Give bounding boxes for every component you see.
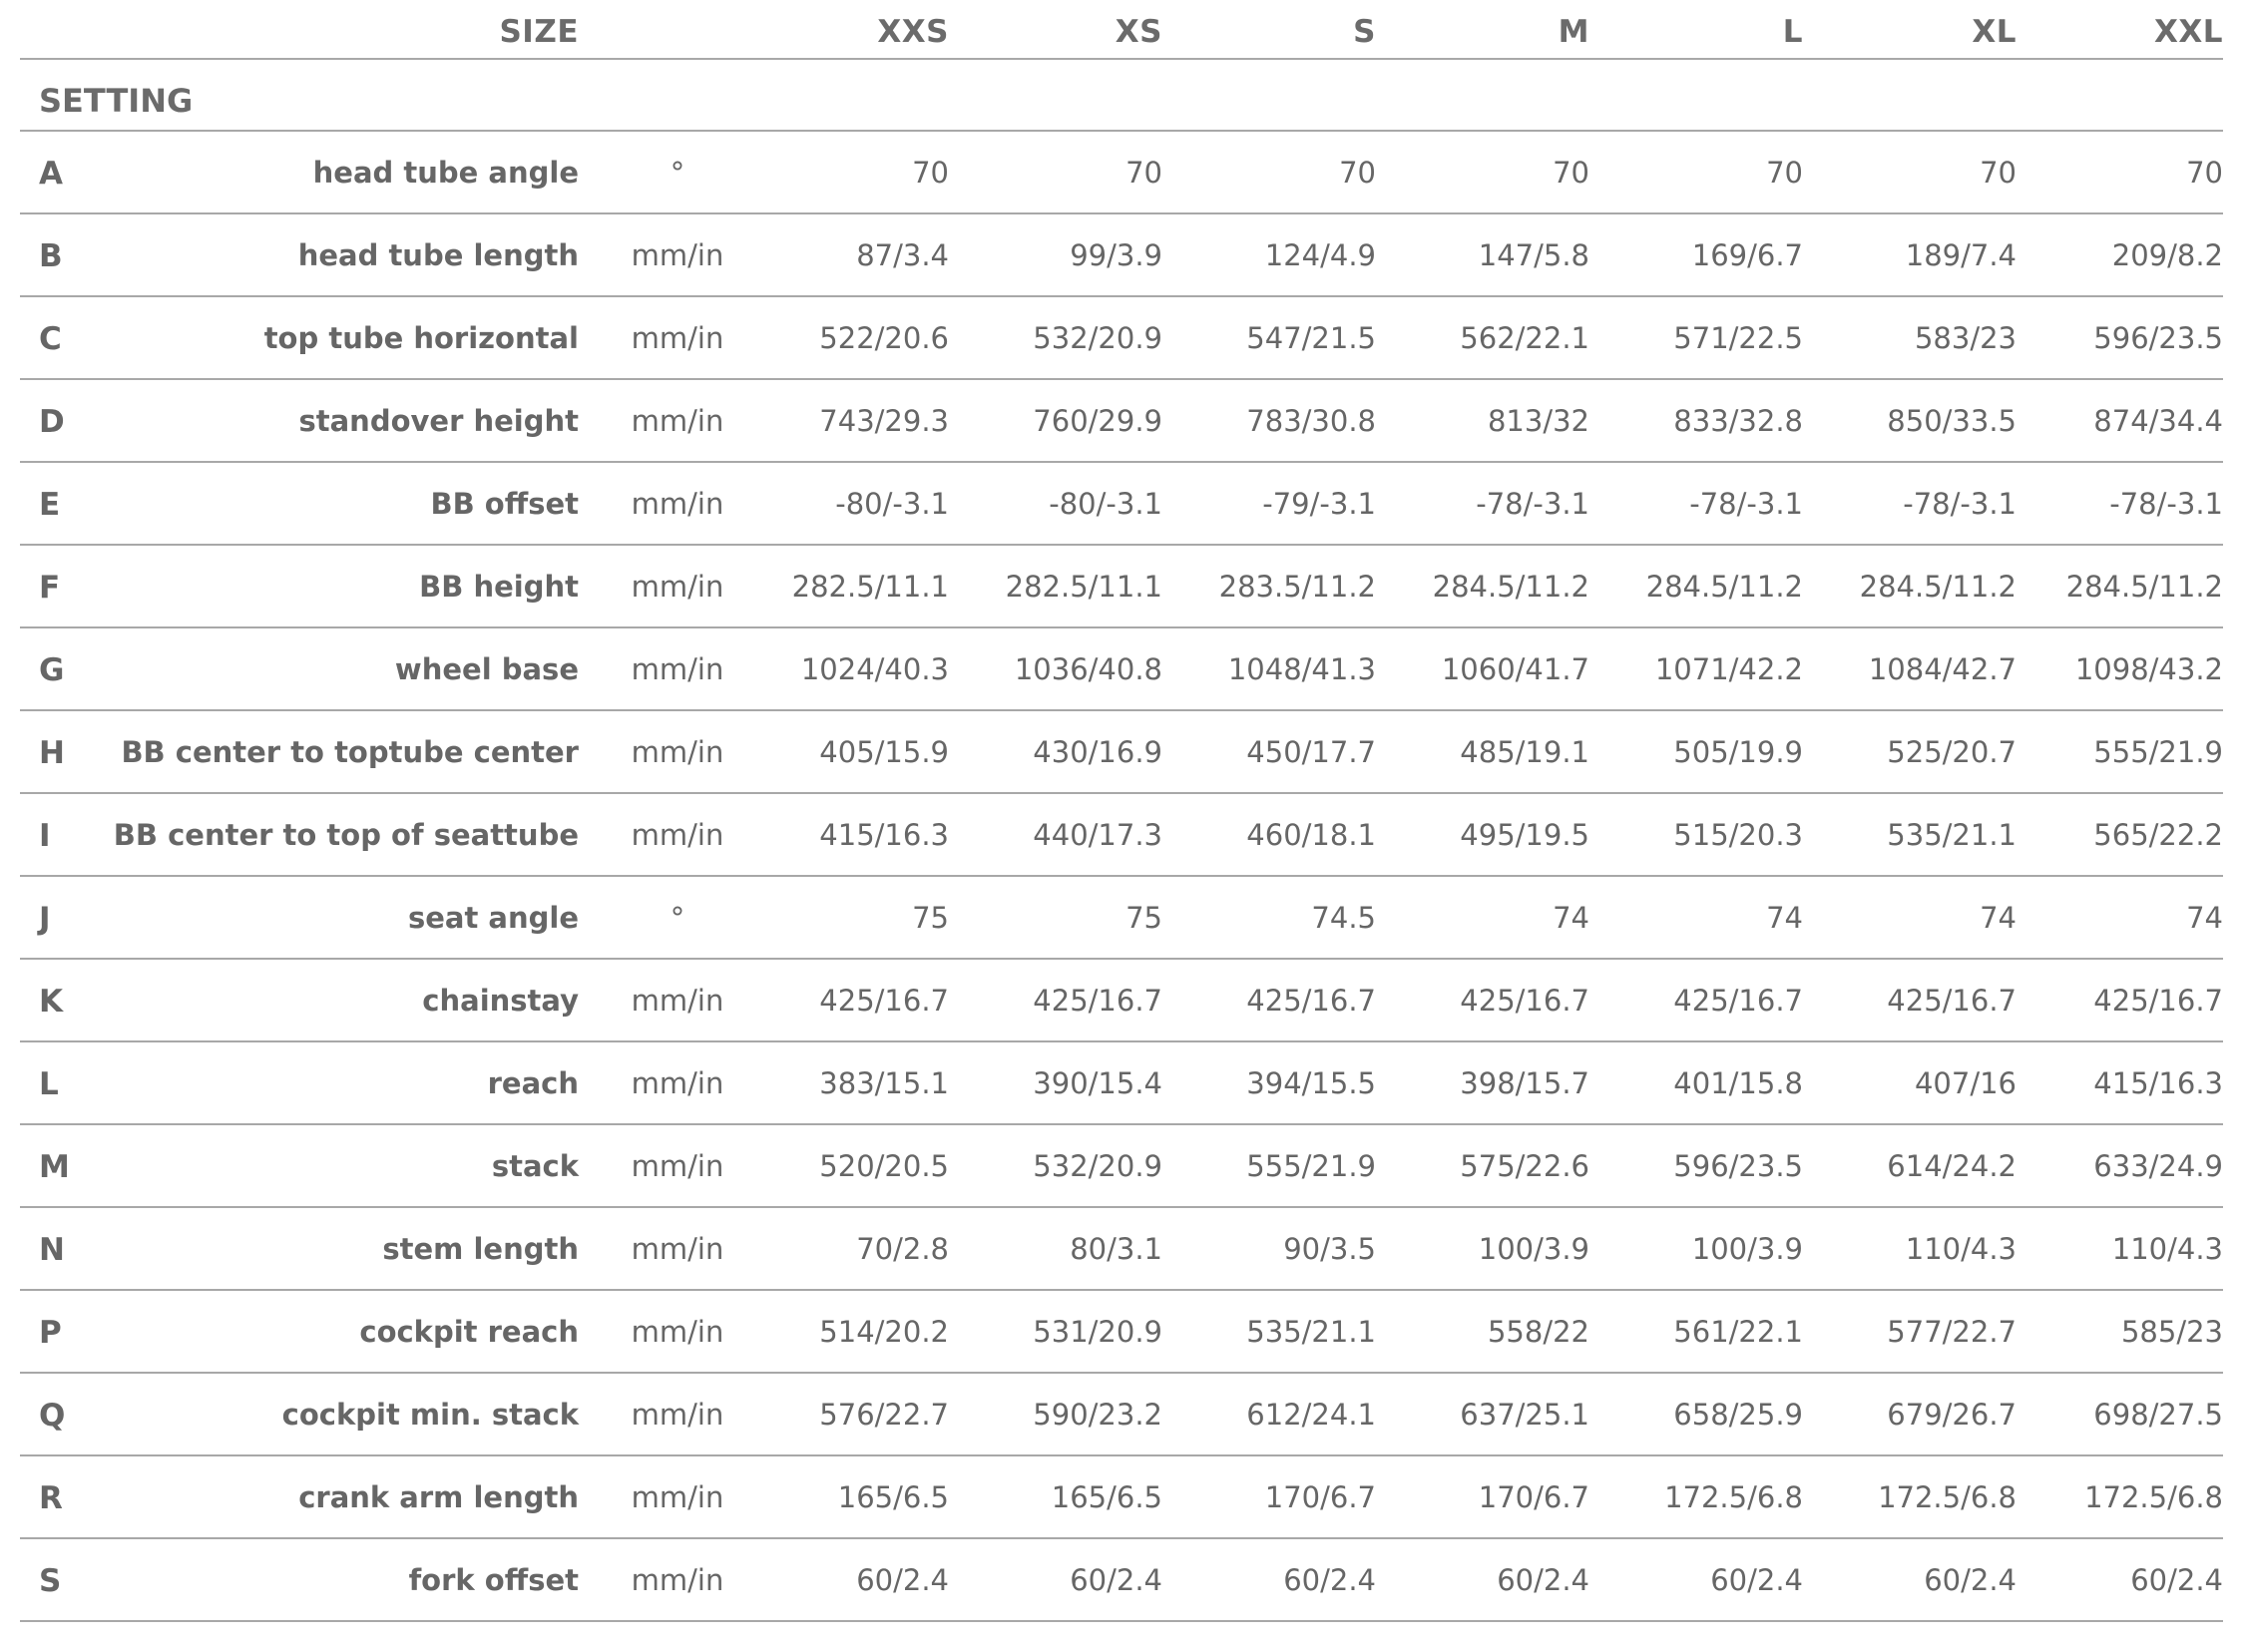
row-label: seat angle	[407, 901, 579, 935]
row-value: 100/3.9	[1478, 1232, 1589, 1266]
row-letter: B	[39, 238, 63, 274]
row-value: 405/15.9	[819, 735, 949, 769]
row-value: 70	[1766, 156, 1803, 190]
row-value: 535/21.1	[1246, 1315, 1376, 1349]
row-value: 505/19.9	[1673, 735, 1803, 769]
row-value: 100/3.9	[1691, 1232, 1803, 1266]
table-row	[20, 1456, 2223, 1539]
row-value: 90/3.5	[1283, 1232, 1376, 1266]
row-value: 1098/43.2	[2074, 652, 2223, 686]
row-value: 110/4.3	[2111, 1232, 2223, 1266]
table-row	[20, 711, 2223, 794]
table-row	[20, 1042, 2223, 1125]
row-value: 282.5/11.1	[1005, 570, 1162, 604]
row-value: 74	[1980, 901, 2017, 935]
row-letter: D	[39, 404, 65, 440]
row-value: 70	[912, 156, 949, 190]
row-value: 60/2.4	[856, 1563, 949, 1597]
row-value: 70	[1553, 156, 1589, 190]
row-value: 1048/41.3	[1227, 652, 1376, 686]
row-value: 425/16.7	[1246, 984, 1376, 1018]
row-value: 460/18.1	[1246, 818, 1376, 852]
row-value: 165/6.5	[1051, 1480, 1162, 1514]
row-value: 760/29.9	[1033, 404, 1162, 438]
row-value: 495/19.5	[1460, 818, 1589, 852]
row-value: 165/6.5	[837, 1480, 949, 1514]
row-value: 60/2.4	[1283, 1563, 1376, 1597]
row-value: 783/30.8	[1246, 404, 1376, 438]
row-value: 450/17.7	[1246, 735, 1376, 769]
row-value: 60/2.4	[1924, 1563, 2017, 1597]
row-value: 60/2.4	[2130, 1563, 2223, 1597]
row-label: top tube horizontal	[263, 321, 579, 355]
row-value: 1071/42.2	[1654, 652, 1803, 686]
row-value: 99/3.9	[1070, 238, 1162, 272]
row-value: 535/21.1	[1887, 818, 2017, 852]
row-value: 87/3.4	[856, 238, 949, 272]
row-label: stem length	[382, 1232, 579, 1266]
row-letter: Q	[39, 1398, 66, 1434]
row-letter: C	[39, 321, 62, 357]
row-value: 169/6.7	[1691, 238, 1803, 272]
row-value: 531/20.9	[1033, 1315, 1162, 1349]
row-value: 415/16.3	[819, 818, 949, 852]
row-letter: N	[39, 1232, 65, 1268]
row-letter: S	[39, 1563, 62, 1599]
table-row	[20, 628, 2223, 711]
row-value: 522/20.6	[819, 321, 949, 355]
table-body	[20, 132, 2223, 1622]
row-value: 70	[2186, 156, 2223, 190]
row-label: wheel base	[394, 652, 579, 686]
size-xs: XS	[1115, 14, 1162, 50]
table-row	[20, 214, 2223, 297]
row-value: 547/21.5	[1246, 321, 1376, 355]
row-value: 515/20.3	[1673, 818, 1803, 852]
row-value: 60/2.4	[1070, 1563, 1162, 1597]
row-value: 70/2.8	[856, 1232, 949, 1266]
row-value: 390/15.4	[1033, 1066, 1162, 1100]
row-value: 558/22	[1487, 1315, 1589, 1349]
row-unit: mm/in	[631, 1149, 724, 1183]
row-value: 415/16.3	[2093, 1066, 2223, 1100]
row-value: 147/5.8	[1478, 238, 1589, 272]
table-row	[20, 1291, 2223, 1374]
row-letter: R	[39, 1480, 63, 1516]
size-xxl: XXL	[2153, 14, 2223, 50]
row-unit: mm/in	[631, 1480, 724, 1514]
row-value: -79/-3.1	[1262, 487, 1376, 521]
row-label: cockpit min. stack	[281, 1398, 579, 1432]
row-value: 833/32.8	[1673, 404, 1803, 438]
row-unit: mm/in	[631, 1315, 724, 1349]
row-value: 532/20.9	[1033, 321, 1162, 355]
row-value: 74	[1553, 901, 1589, 935]
row-value: 590/23.2	[1033, 1398, 1162, 1432]
row-label: head tube length	[297, 238, 579, 272]
row-value: 698/27.5	[2093, 1398, 2223, 1432]
table-row	[20, 794, 2223, 877]
row-value: 612/24.1	[1246, 1398, 1376, 1432]
row-value: 525/20.7	[1887, 735, 2017, 769]
row-unit: mm/in	[631, 238, 724, 272]
table-row	[20, 380, 2223, 463]
row-unit: mm/in	[631, 570, 724, 604]
row-value: 440/17.3	[1033, 818, 1162, 852]
row-value: 75	[912, 901, 949, 935]
row-value: 850/33.5	[1887, 404, 2017, 438]
row-unit: mm/in	[631, 984, 724, 1018]
row-value: 170/6.7	[1264, 1480, 1376, 1514]
row-value: -78/-3.1	[2109, 487, 2223, 521]
size-label: SIZE	[499, 14, 579, 50]
row-value: 1024/40.3	[800, 652, 949, 686]
row-value: 282.5/11.1	[791, 570, 949, 604]
row-value: 633/24.9	[2093, 1149, 2223, 1183]
table-row	[20, 1125, 2223, 1208]
row-value: 209/8.2	[2111, 238, 2223, 272]
row-value: 585/23	[2120, 1315, 2223, 1349]
row-value: 571/22.5	[1673, 321, 1803, 355]
row-value: 576/22.7	[819, 1398, 949, 1432]
row-value: 394/15.5	[1246, 1066, 1376, 1100]
row-value: 398/15.7	[1460, 1066, 1589, 1100]
row-value: 555/21.9	[1246, 1149, 1376, 1183]
row-label: BB center to toptube center	[121, 735, 579, 769]
row-value: 874/34.4	[2093, 404, 2223, 438]
row-value: 596/23.5	[1673, 1149, 1803, 1183]
table-row	[20, 297, 2223, 380]
row-unit: °	[670, 901, 685, 935]
row-value: 74.5	[1311, 901, 1376, 935]
size-xl: XL	[1972, 14, 2017, 50]
row-value: 658/25.9	[1673, 1398, 1803, 1432]
row-label: crank arm length	[298, 1480, 579, 1514]
row-label: BB offset	[430, 487, 579, 521]
row-value: -78/-3.1	[1903, 487, 2017, 521]
table-row	[20, 1208, 2223, 1291]
row-unit: mm/in	[631, 487, 724, 521]
row-value: 172.5/6.8	[1664, 1480, 1803, 1514]
row-value: 562/22.1	[1460, 321, 1589, 355]
row-value: 520/20.5	[819, 1149, 949, 1183]
row-value: 575/22.6	[1460, 1149, 1589, 1183]
row-value: 743/29.3	[819, 404, 949, 438]
size-m: M	[1558, 14, 1589, 50]
row-value: 284.5/11.2	[1645, 570, 1803, 604]
row-letter: J	[39, 901, 51, 937]
row-value: 596/23.5	[2093, 321, 2223, 355]
row-value: 577/22.7	[1887, 1315, 2017, 1349]
row-value: 1084/42.7	[1868, 652, 2017, 686]
row-value: 60/2.4	[1710, 1563, 1803, 1597]
table-row	[20, 1374, 2223, 1456]
row-value: -78/-3.1	[1689, 487, 1803, 521]
row-value: 74	[2186, 901, 2223, 935]
size-l: L	[1782, 14, 1803, 50]
row-letter: K	[39, 984, 64, 1020]
size-s: S	[1353, 14, 1376, 50]
table-row	[20, 463, 2223, 546]
row-label: stack	[491, 1149, 579, 1183]
row-value: 172.5/6.8	[2084, 1480, 2223, 1514]
row-value: 813/32	[1487, 404, 1589, 438]
row-value: 170/6.7	[1478, 1480, 1589, 1514]
row-value: 425/16.7	[1033, 984, 1162, 1018]
row-value: 284.5/11.2	[2065, 570, 2223, 604]
row-unit: mm/in	[631, 1232, 724, 1266]
row-label: cockpit reach	[359, 1315, 579, 1349]
table-row	[20, 1539, 2223, 1622]
row-value: 70	[1980, 156, 2017, 190]
row-label: head tube angle	[312, 156, 579, 190]
row-unit: °	[670, 156, 685, 190]
table-row	[20, 960, 2223, 1042]
row-value: 561/22.1	[1673, 1315, 1803, 1349]
row-value: 383/15.1	[819, 1066, 949, 1100]
table-row	[20, 132, 2223, 214]
row-value: 679/26.7	[1887, 1398, 2017, 1432]
size-header-row	[20, 0, 2223, 60]
row-value: 1036/40.8	[1014, 652, 1162, 686]
row-value: 110/4.3	[1905, 1232, 2017, 1266]
row-value: -78/-3.1	[1476, 487, 1589, 521]
row-value: 60/2.4	[1497, 1563, 1589, 1597]
row-letter: I	[39, 818, 51, 854]
row-value: -80/-3.1	[835, 487, 949, 521]
row-value: 284.5/11.2	[1859, 570, 2017, 604]
row-letter: H	[39, 735, 65, 771]
row-value: 124/4.9	[1264, 238, 1376, 272]
row-value: 514/20.2	[819, 1315, 949, 1349]
row-value: 425/16.7	[1673, 984, 1803, 1018]
row-value: 172.5/6.8	[1878, 1480, 2017, 1514]
row-letter: E	[39, 487, 61, 523]
row-value: 565/22.2	[2093, 818, 2223, 852]
row-value: 80/3.1	[1070, 1232, 1162, 1266]
row-unit: mm/in	[631, 652, 724, 686]
row-value: 75	[1125, 901, 1162, 935]
row-value: -80/-3.1	[1049, 487, 1162, 521]
row-value: 284.5/11.2	[1432, 570, 1589, 604]
row-value: 283.5/11.2	[1218, 570, 1376, 604]
geometry-table	[20, 0, 2223, 1622]
size-xxs: XXS	[877, 14, 949, 50]
row-value: 74	[1766, 901, 1803, 935]
row-label: fork offset	[408, 1563, 579, 1597]
row-value: 555/21.9	[2093, 735, 2223, 769]
row-unit: mm/in	[631, 1066, 724, 1100]
row-unit: mm/in	[631, 735, 724, 769]
row-letter: L	[39, 1066, 59, 1102]
row-letter: P	[39, 1315, 62, 1351]
row-unit: mm/in	[631, 321, 724, 355]
row-letter: F	[39, 570, 61, 606]
row-value: 189/7.4	[1905, 238, 2017, 272]
section-row	[20, 60, 2223, 132]
row-label: standover height	[298, 404, 579, 438]
row-value: 407/16	[1914, 1066, 2017, 1100]
row-value: 425/16.7	[1460, 984, 1589, 1018]
row-label: BB height	[419, 570, 579, 604]
row-label: BB center to top of seattube	[113, 818, 579, 852]
row-letter: A	[39, 156, 63, 192]
row-label: chainstay	[422, 984, 579, 1018]
row-value: 637/25.1	[1460, 1398, 1589, 1432]
row-value: 401/15.8	[1673, 1066, 1803, 1100]
table-row	[20, 877, 2223, 960]
row-unit: mm/in	[631, 1398, 724, 1432]
section-label: SETTING	[39, 82, 194, 120]
table-row	[20, 546, 2223, 628]
row-unit: mm/in	[631, 404, 724, 438]
row-letter: M	[39, 1149, 70, 1185]
row-value: 425/16.7	[1887, 984, 2017, 1018]
row-letter: G	[39, 652, 65, 688]
row-value: 1060/41.7	[1441, 652, 1589, 686]
row-value: 583/23	[1914, 321, 2017, 355]
row-value: 614/24.2	[1887, 1149, 2017, 1183]
row-unit: mm/in	[631, 1563, 724, 1597]
row-value: 425/16.7	[2093, 984, 2223, 1018]
row-value: 70	[1125, 156, 1162, 190]
row-value: 425/16.7	[819, 984, 949, 1018]
row-label: reach	[487, 1066, 579, 1100]
row-value: 70	[1339, 156, 1376, 190]
row-value: 532/20.9	[1033, 1149, 1162, 1183]
row-value: 485/19.1	[1460, 735, 1589, 769]
row-value: 430/16.9	[1033, 735, 1162, 769]
row-unit: mm/in	[631, 818, 724, 852]
